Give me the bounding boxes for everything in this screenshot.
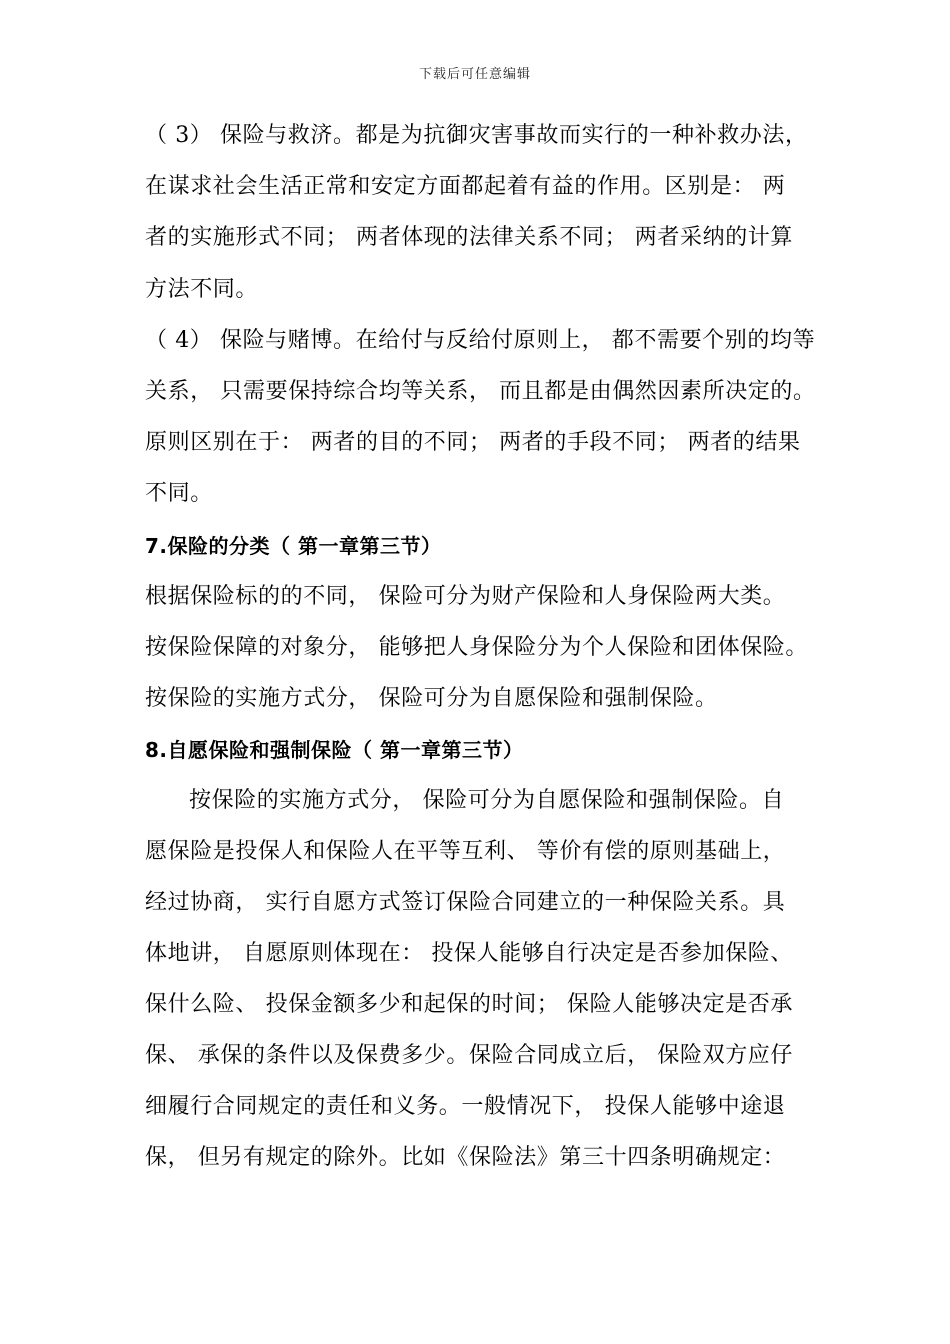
section-heading: 8.自愿保险和强制保险（ 第一章第三节） [145,738,524,762]
body-line: 细履行合同规定的责任和义务。一般情况下， 投保人能够中途退 [145,1094,786,1119]
body-line: 原则区别在于： 两者的目的不同； 两者的手段不同； 两者的结果 [145,430,801,455]
body-line: 按保险的实施方式分， 保险可分为自愿保险和强制保险。自 [189,788,785,813]
body-line: 保， 但另有规定的除外。比如《保险法》第三十四条明确规定： [145,1145,786,1170]
body-line: 方法不同。 [145,277,259,302]
body-line: （ 4） 保险与赌博。在给付与反给付原则上， 都不需要个别的均等 [145,328,816,353]
body-line: 经过协商， 实行自愿方式签订保险合同建立的一种保险关系。具 [145,890,786,915]
page-header-note: 下载后可任意编辑 [418,67,531,82]
body-line: 保什么险、 投保金额多少和起保的时间； 保险人能够决定是否承 [145,992,793,1017]
body-line: 按保险保障的对象分， 能够把人身保险分为个人保险和团体保险。 [145,635,808,660]
body-line: 按保险的实施方式分， 保险可分为自愿保险和强制保险。 [145,686,718,711]
body-line: 者的实施形式不同； 两者体现的法律关系不同； 两者采纳的计算 [145,225,793,250]
section-heading: 7.保险的分类（ 第一章第三节） [145,534,442,558]
body-line: 关系， 只需要保持综合均等关系， 而且都是由偶然因素所决定的。 [145,379,816,404]
body-line: 在谋求社会生活正常和安定方面都起着有益的作用。区别是： 两 [145,174,786,199]
body-line: 根据保险标的的不同， 保险可分为财产保险和人身保险两大类。 [145,584,786,609]
body-line: 体地讲， 自愿原则体现在： 投保人能够自行决定是否参加保险、 [145,941,793,966]
body-line: 保、 承保的条件以及保费多少。保险合同成立后， 保险双方应仔 [145,1043,793,1068]
body-line: 愿保险是投保人和保险人在平等互利、 等价有偿的原则基础上， [145,839,786,864]
body-line: 不同。 [145,481,213,506]
body-line: （ 3） 保险与救济。都是为抗御灾害事故而实行的一种补救办法， [145,123,808,148]
